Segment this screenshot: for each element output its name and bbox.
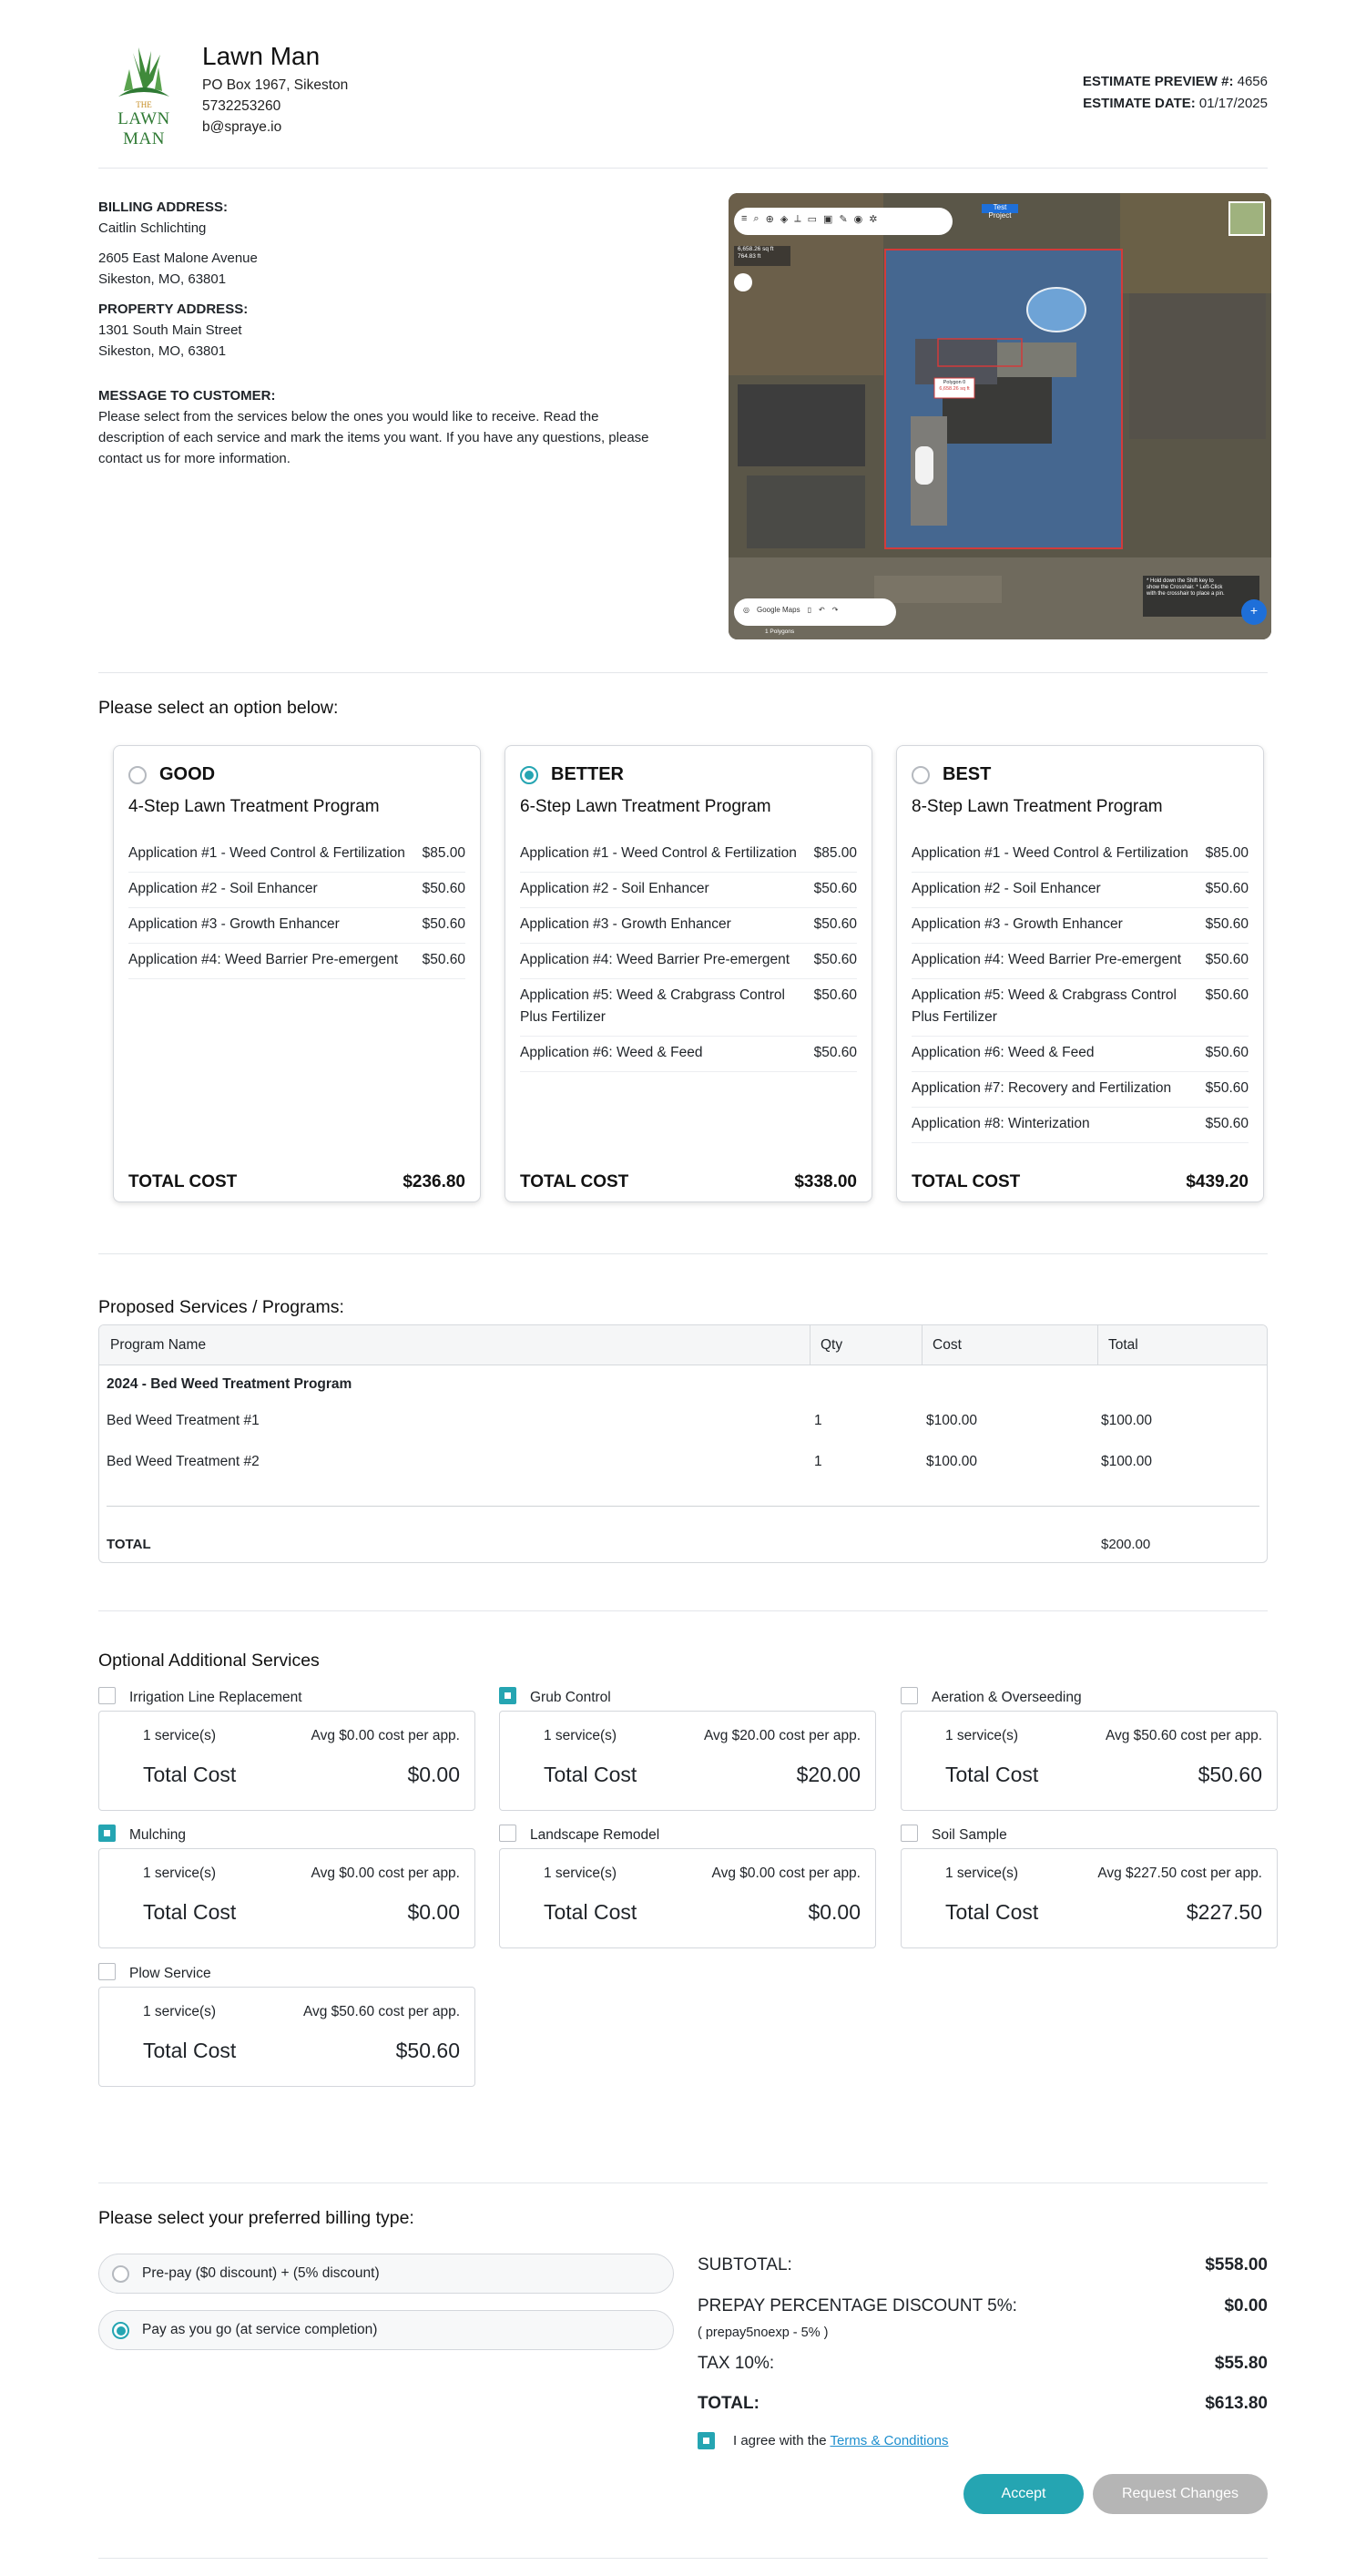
option-item-name: Application #5: Weed & Crabgrass Control Plus Fertilizer [520, 987, 785, 1025]
program-group-title: 2024 - Bed Weed Treatment Program [107, 1376, 352, 1392]
service-avg-cost: Avg $0.00 cost per app. [311, 1728, 460, 1743]
table-total-label: TOTAL [107, 1537, 151, 1552]
option-item-price: $50.60 [813, 952, 857, 967]
billing-name: Caitlin Schlichting [98, 220, 207, 236]
billing-option-prepay[interactable] [98, 2254, 674, 2294]
grand-total-value: $613.80 [1205, 2394, 1268, 2413]
payg-radio[interactable] [112, 2322, 129, 2339]
option-item-name: Application #1 - Weed Control & Fertilization [128, 845, 405, 861]
option-card-best[interactable] [896, 745, 1264, 1202]
folder-icon[interactable]: ▭ [807, 214, 818, 225]
divider [98, 1610, 1268, 1611]
company-name: Lawn Man [202, 42, 321, 70]
option-item-price: $50.60 [1205, 952, 1249, 967]
tax-value: $55.80 [1214, 2354, 1268, 2373]
map-project-badge: Test Project [988, 203, 1012, 220]
service-total-label: Total Cost [945, 1763, 1039, 1786]
polygon-label: Polygon 0 [943, 380, 966, 385]
service-avg-cost: Avg $50.60 cost per app. [302, 2004, 460, 2019]
option-item [912, 908, 1249, 944]
customer-info [98, 197, 663, 469]
option-total [520, 1172, 857, 1192]
option-item [520, 944, 857, 979]
row-name: Bed Weed Treatment #2 [107, 1454, 260, 1469]
company-email: b@spraye.io [202, 119, 282, 135]
billing-title: Please select your preferred billing type: [98, 2208, 414, 2228]
option-item-name: Application #1 - Weed Control & Fertilization [912, 845, 1188, 861]
service-total-value: $0.00 [808, 1900, 861, 1924]
option-item-price: $50.60 [813, 987, 857, 1003]
option-card-better[interactable] [505, 745, 872, 1202]
option-item-price: $50.60 [422, 916, 465, 932]
service-total-value: $227.50 [1186, 1900, 1262, 1924]
service-total-label: Total Cost [544, 1763, 637, 1786]
option-item-name: Application #3 - Growth Enhancer [128, 916, 340, 932]
menu-icon[interactable]: ≡ [741, 213, 748, 224]
option-item-name: Application #4: Weed Barrier Pre-emergent [520, 952, 790, 967]
service-card [98, 1987, 475, 2087]
company-info [202, 42, 348, 138]
divider [98, 1253, 1268, 1254]
service-name: Landscape Remodel [530, 1827, 660, 1843]
option-radio[interactable] [520, 766, 538, 784]
service-checkbox[interactable] [98, 1825, 116, 1842]
option-item-name: Application #4: Weed Barrier Pre-emergent [128, 952, 399, 967]
service-avg-cost: Avg $50.60 cost per app. [1105, 1728, 1262, 1743]
service-name: Plow Service [129, 1966, 211, 1981]
option-item-name: Application #2 - Soil Enhancer [912, 881, 1101, 896]
option-item-price: $50.60 [422, 881, 465, 896]
service-checkbox[interactable] [499, 1825, 516, 1842]
service-total-value: $0.00 [407, 1763, 460, 1786]
option-item [128, 944, 465, 979]
discount-row [698, 2296, 1268, 2316]
discount-value: $0.00 [1224, 2296, 1268, 2315]
option-item-name: Application #2 - Soil Enhancer [128, 881, 318, 896]
option-item [520, 873, 857, 908]
option-item [520, 908, 857, 944]
option-item-name: Application #8: Winterization [912, 1116, 1090, 1131]
table-header [99, 1325, 1267, 1365]
service-name: Aeration & Overseeding [932, 1690, 1082, 1705]
row-cost: $100.00 [926, 1454, 978, 1469]
option-item-name: Application #2 - Soil Enhancer [520, 881, 709, 896]
option-item-price: $85.00 [1205, 845, 1249, 861]
option-item [912, 1072, 1249, 1108]
option-item [128, 837, 465, 873]
service-card [901, 1848, 1278, 1948]
option-item [520, 837, 857, 873]
option-item-name: Application #1 - Weed Control & Fertilization [520, 845, 797, 861]
option-item-price: $50.60 [1205, 987, 1249, 1003]
option-item-price: $50.60 [1205, 916, 1249, 932]
accept-button[interactable]: Accept [963, 2474, 1084, 2514]
option-program: 6-Step Lawn Treatment Program [520, 797, 771, 816]
option-total-value: $236.80 [403, 1172, 465, 1191]
ruler-icon[interactable]: ⟂ [794, 213, 801, 224]
service-avg-cost: Avg $0.00 cost per app. [711, 1866, 861, 1881]
grand-total-row [698, 2394, 1268, 2414]
service-count: 1 service(s) [945, 1728, 1019, 1743]
option-item [520, 979, 857, 1037]
property-address-label: PROPERTY ADDRESS: [98, 302, 249, 317]
service-card [98, 1711, 475, 1811]
option-radio[interactable] [912, 766, 930, 784]
divider [98, 2558, 1268, 2559]
map-source-button[interactable]: Google Maps [756, 606, 800, 614]
option-item [520, 1037, 857, 1072]
service-count: 1 service(s) [544, 1866, 617, 1881]
option-header [912, 764, 991, 785]
billing-option-payg[interactable] [98, 2310, 674, 2350]
service-card [499, 1848, 876, 1948]
prepay-label: Pre-pay ($0 discount) + (5% discount) [142, 2265, 380, 2281]
option-item [912, 1037, 1249, 1072]
option-total-value: $338.00 [794, 1172, 857, 1191]
option-program: 4-Step Lawn Treatment Program [128, 797, 380, 816]
eye-icon[interactable]: ◎ [743, 606, 749, 614]
message-text: Please select from the services below the ones you would like to receive. Read the description of each service and mark the items you want. If you have any questions, please contact us for more information. [98, 409, 649, 466]
settings-icon[interactable]: ✲ [869, 214, 878, 225]
agree-text: I agree with the [733, 2433, 827, 2448]
option-item [912, 979, 1249, 1037]
option-item-name: Application #5: Weed & Crabgrass Control Plus Fertilizer [912, 987, 1177, 1025]
option-item-price: $50.60 [1205, 1080, 1249, 1096]
service-total-value: $0.00 [407, 1900, 460, 1924]
estimate-meta [1083, 71, 1268, 115]
property-map[interactable] [729, 193, 1271, 639]
option-tier: BEST [943, 764, 992, 784]
option-item-price: $50.60 [1205, 881, 1249, 896]
payg-label: Pay as you go (at service completion) [142, 2322, 378, 2337]
option-item-name: Application #3 - Growth Enhancer [912, 916, 1123, 932]
redo-icon[interactable]: ↷ [831, 606, 839, 614]
map-perimeter: 764.83 ft [738, 253, 761, 260]
edit-icon[interactable]: ✎ [839, 214, 848, 225]
service-count: 1 service(s) [945, 1866, 1019, 1881]
terms-agreement [698, 2432, 949, 2449]
option-item [912, 1108, 1249, 1143]
service-checkbox[interactable] [901, 1825, 918, 1842]
option-items [912, 837, 1249, 1143]
service-name: Mulching [129, 1827, 187, 1843]
option-item [912, 944, 1249, 979]
table-row [99, 1413, 1267, 1435]
divider [98, 672, 1268, 673]
estimate-number-label: ESTIMATE PREVIEW #: [1082, 74, 1234, 89]
service-avg-cost: Avg $20.00 cost per app. [703, 1728, 861, 1743]
option-radio[interactable] [128, 766, 147, 784]
option-item-name: Application #4: Weed Barrier Pre-emergent [912, 952, 1182, 967]
agree-checkbox[interactable] [698, 2432, 715, 2449]
option-total-label: TOTAL COST [912, 1172, 1021, 1191]
option-item-price: $85.00 [813, 845, 857, 861]
grand-total-label: TOTAL: [698, 2394, 759, 2413]
map-polygon-count: 1 Polygons [765, 629, 795, 635]
service-count: 1 service(s) [143, 1728, 217, 1743]
table-row [99, 1454, 1267, 1476]
message-label: MESSAGE TO CUSTOMER: [98, 388, 276, 404]
option-item-price: $50.60 [1205, 1045, 1249, 1060]
option-item [128, 873, 465, 908]
estimate-number: 4656 [1237, 74, 1268, 89]
logo-text-top: THE [136, 100, 152, 109]
col-total: Total [1108, 1337, 1138, 1353]
service-total-label: Total Cost [143, 1900, 237, 1924]
option-item-name: Application #7: Recovery and Fertilization [912, 1080, 1172, 1096]
map-hint: * Hold down the Shift key to show the Crosshair. * Left-Click with the crosshair to place a pin. [1147, 578, 1225, 597]
option-item [912, 873, 1249, 908]
option-item-name: Application #3 - Growth Enhancer [520, 916, 731, 932]
row-qty: 1 [814, 1413, 822, 1428]
estimate-date: 01/17/2025 [1198, 96, 1268, 111]
divider [98, 168, 1268, 169]
option-card-good[interactable] [113, 745, 481, 1202]
service-total-label: Total Cost [945, 1900, 1039, 1924]
save-icon[interactable]: ▣ [823, 214, 833, 225]
service-card [499, 1711, 876, 1811]
service-total-value: $50.60 [395, 2039, 460, 2062]
service-total-label: Total Cost [143, 2039, 237, 2062]
col-program: Program Name [110, 1337, 207, 1353]
option-item-price: $50.60 [813, 1045, 857, 1060]
discount-label: PREPAY PERCENTAGE DISCOUNT 5%: [698, 2296, 1017, 2315]
option-program: 8-Step Lawn Treatment Program [912, 797, 1163, 816]
service-checkbox[interactable] [98, 1963, 116, 1980]
service-total-value: $50.60 [1198, 1763, 1262, 1786]
option-tier: BETTER [551, 764, 624, 784]
service-checkbox[interactable] [499, 1687, 516, 1704]
map-polygon-tag [934, 380, 974, 393]
option-item-price: $50.60 [422, 952, 465, 967]
logo-text-bottom: LAWN MAN [117, 109, 170, 148]
table-separator [107, 1506, 1259, 1507]
subtotal-row [698, 2255, 1268, 2275]
option-item-name: Application #6: Weed & Feed [520, 1045, 703, 1060]
option-item-price: $50.60 [813, 916, 857, 932]
company-logo [98, 46, 189, 148]
company-phone: 5732253260 [202, 98, 281, 114]
service-total-value: $20.00 [796, 1763, 861, 1786]
option-header [128, 764, 215, 785]
divider [98, 2182, 1268, 2183]
search-icon[interactable]: ⌕ [753, 213, 759, 224]
option-total [912, 1172, 1249, 1192]
option-items [128, 837, 465, 979]
option-item-price: $50.60 [1205, 1116, 1249, 1131]
tax-label: TAX 10%: [698, 2354, 775, 2373]
subtotal-label: SUBTOTAL: [698, 2255, 792, 2274]
service-count: 1 service(s) [143, 1866, 217, 1881]
row-total: $100.00 [1101, 1454, 1153, 1469]
option-item [912, 837, 1249, 873]
locate-icon[interactable]: ⊕ [765, 214, 774, 225]
option-item-price: $85.00 [422, 845, 465, 861]
service-total-label: Total Cost [544, 1900, 637, 1924]
option-tier: GOOD [159, 764, 216, 784]
option-total-label: TOTAL COST [128, 1172, 238, 1191]
row-name: Bed Weed Treatment #1 [107, 1413, 260, 1428]
map-add-button[interactable]: + [1249, 603, 1259, 618]
options-title: Please select an option below: [98, 698, 339, 718]
proposed-title: Proposed Services / Programs: [98, 1297, 344, 1317]
request-changes-button[interactable]: Request Changes [1093, 2474, 1268, 2514]
billing-address-label: BILLING ADDRESS: [98, 199, 228, 215]
service-card [901, 1711, 1278, 1811]
map-measure-readout [738, 246, 773, 261]
billing-line1: 2605 East Malone Avenue [98, 250, 258, 266]
service-count: 1 service(s) [544, 1728, 617, 1743]
option-total-label: TOTAL COST [520, 1172, 629, 1191]
service-total-label: Total Cost [143, 1763, 237, 1786]
company-address: PO Box 1967, Sikeston [202, 77, 349, 93]
polygon-area: 6,658.26 sq ft [939, 386, 970, 392]
optional-title: Optional Additional Services [98, 1651, 320, 1671]
terms-link[interactable]: Terms & Conditions [830, 2433, 949, 2448]
undo-icon[interactable]: ↶ [818, 606, 825, 614]
proposed-services-table [98, 1324, 1268, 1563]
row-qty: 1 [814, 1454, 822, 1469]
option-item-price: $50.60 [813, 881, 857, 896]
option-item-name: Application #6: Weed & Feed [912, 1045, 1095, 1060]
tax-row [698, 2354, 1268, 2374]
service-checkbox[interactable] [98, 1687, 116, 1704]
service-name: Irrigation Line Replacement [129, 1690, 302, 1705]
table-total-value: $200.00 [1101, 1537, 1151, 1552]
service-avg-cost: Avg $227.50 cost per app. [1097, 1866, 1262, 1881]
service-count: 1 service(s) [143, 2004, 217, 2019]
option-total-value: $439.20 [1186, 1172, 1249, 1191]
map-toolbar [741, 213, 877, 225]
estimate-date-label: ESTIMATE DATE: [1083, 96, 1196, 111]
option-header [520, 764, 624, 785]
camera-icon[interactable]: ◉ [853, 214, 863, 225]
row-cost: $100.00 [926, 1413, 978, 1428]
option-items [520, 837, 857, 1072]
row-total: $100.00 [1101, 1413, 1153, 1428]
service-name: Grub Control [530, 1690, 611, 1705]
prepay-radio[interactable] [112, 2265, 129, 2283]
option-total [128, 1172, 465, 1192]
service-card [98, 1848, 475, 1948]
map-bottom-toolbar [743, 606, 838, 614]
billing-line2: Sikeston, MO, 63801 [98, 271, 227, 287]
col-qty: Qty [821, 1337, 843, 1353]
clipboard-icon[interactable]: ▯ [807, 606, 811, 614]
layers-icon[interactable]: ◈ [780, 214, 789, 225]
option-item [128, 908, 465, 944]
col-cost: Cost [933, 1337, 962, 1353]
discount-note: ( prepay5noexp - 5% ) [698, 2326, 829, 2340]
service-checkbox[interactable] [901, 1687, 918, 1704]
service-name: Soil Sample [932, 1827, 1007, 1843]
property-line2: Sikeston, MO, 63801 [98, 343, 227, 359]
subtotal-value: $558.00 [1205, 2255, 1268, 2274]
map-area: 6,658.26 sq ft [738, 246, 774, 252]
service-avg-cost: Avg $0.00 cost per app. [311, 1866, 460, 1881]
property-line1: 1301 South Main Street [98, 322, 242, 338]
